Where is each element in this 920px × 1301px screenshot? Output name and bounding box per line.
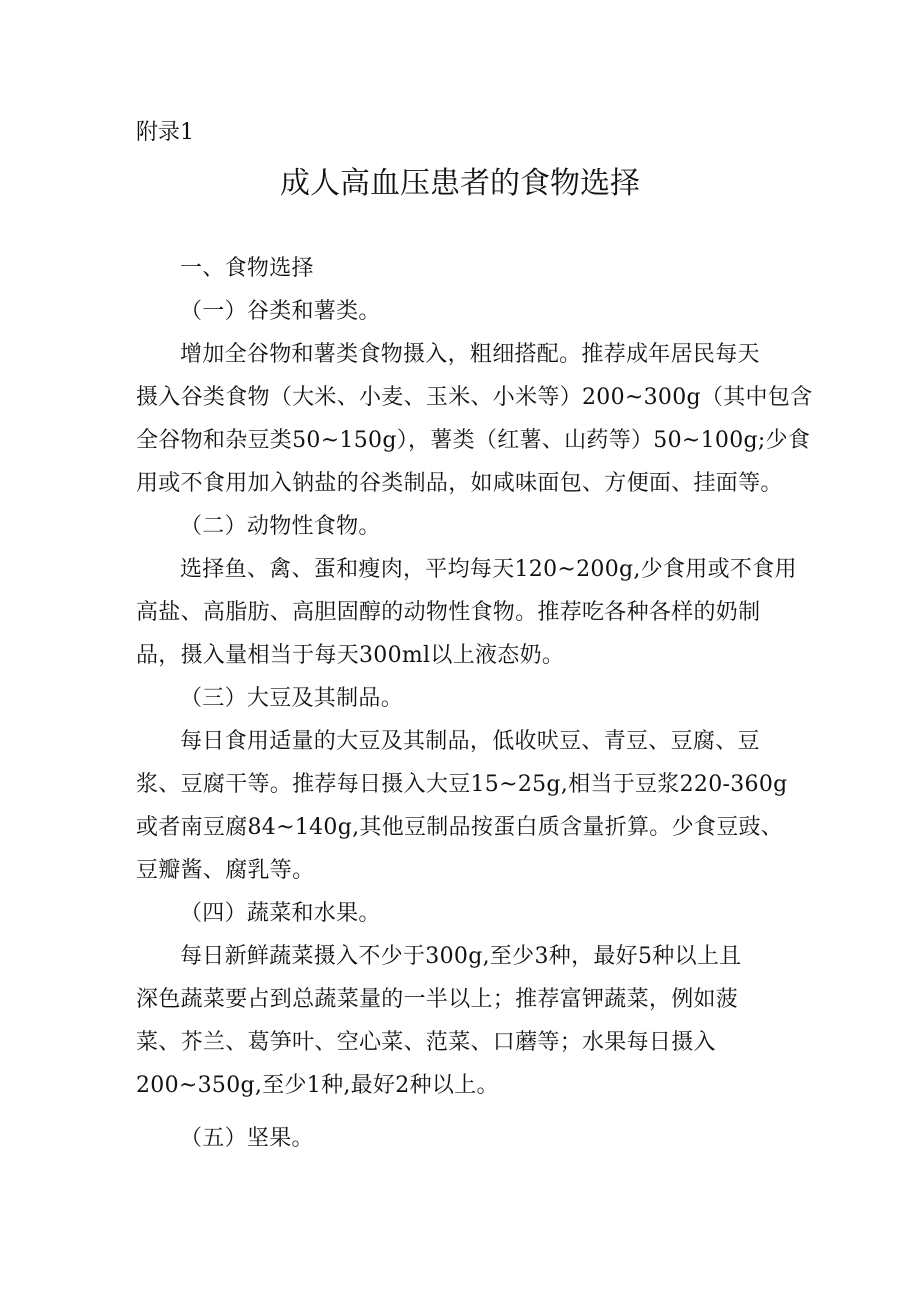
subsection-heading: （四）蔬菜和水果。	[180, 901, 381, 926]
paragraph-line: 全谷物和杂豆类50~150g），薯类（红薯、山药等）50~100g;少食	[136, 428, 811, 453]
paragraph-line: 品，摄入量相当于每天300ml以上液态奶。	[136, 643, 565, 668]
subsection-heading: （三）大豆及其制品。	[180, 686, 404, 711]
paragraph-line: 增加全谷物和薯类食物摄入，粗细搭配。推荐成年居民每天	[180, 342, 760, 367]
subsection-heading: （五）坚果。	[180, 1126, 314, 1151]
paragraph-line: 用或不食用加入钠盐的谷类制品，如咸味面包、方便面、挂面等。	[136, 471, 783, 496]
paragraph-line: 高盐、高脂肪、高胆固醇的动物性食物。推荐吃各种各样的奶制	[136, 600, 761, 625]
paragraph-line: 每日食用适量的大豆及其制品，低收吠豆、青豆、豆腐、豆	[180, 729, 760, 754]
section-heading: 一、食物选择	[180, 256, 314, 281]
subsection-heading: （一）谷类和薯类。	[180, 299, 381, 324]
paragraph-line: 摄入谷类食物（大米、小麦、玉米、小米等）200~300g（其中包含	[136, 385, 813, 410]
paragraph-line: 每日新鲜蔬菜摄入不少于300g,至少3种，最好5种以上且	[180, 944, 742, 969]
paragraph-line: 或者南豆腐84~140g,其他豆制品按蛋白质含量折算。少食豆豉、	[136, 815, 784, 840]
paragraph-line: 浆、豆腐干等。推荐每日摄入大豆15~25g,相当于豆浆220-360g	[136, 772, 788, 797]
appendix-label: 附录1	[136, 120, 194, 145]
subsection-heading: （二）动物性食物。	[180, 514, 381, 539]
paragraph-line: 深色蔬菜要占到总蔬菜量的一半以上；推荐富钾蔬菜，例如菠	[136, 987, 739, 1012]
paragraph-line: 菜、芥兰、葛笋叶、空心菜、范菜、口蘑等；水果每日摄入	[136, 1030, 716, 1055]
paragraph-line: 选择鱼、禽、蛋和瘦肉，平均每天120~200g,少食用或不食用	[180, 557, 797, 582]
paragraph-line: 200~350g,至少1种,最好2种以上。	[136, 1073, 499, 1098]
page-title: 成人高血压患者的食物选择	[280, 166, 640, 201]
paragraph-line: 豆瓣酱、腐乳等。	[136, 858, 315, 883]
